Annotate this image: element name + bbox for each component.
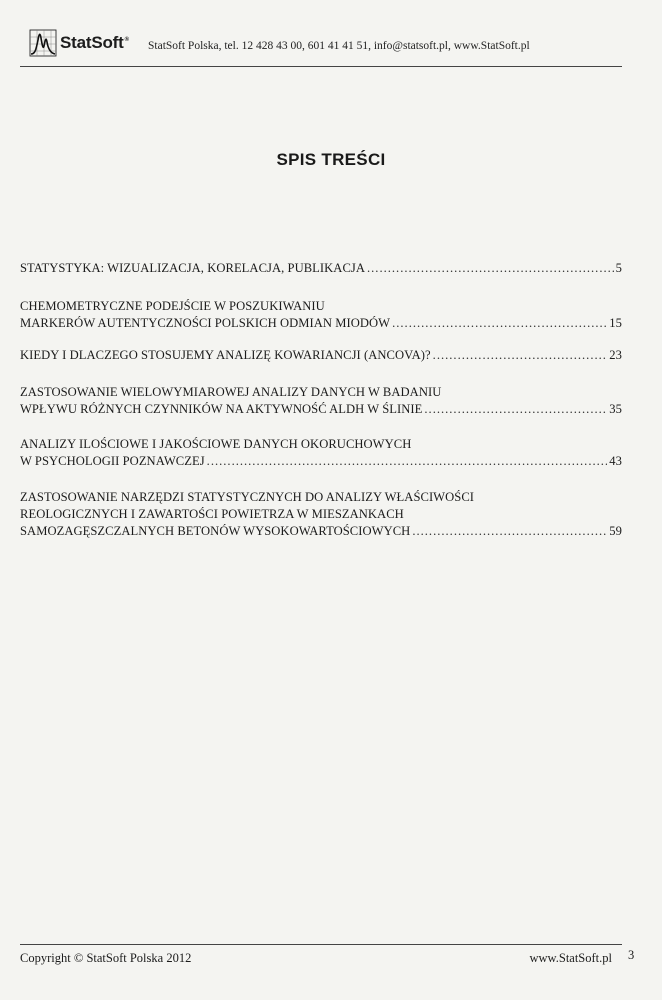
statsoft-chart-logo-icon	[28, 28, 58, 58]
page-number: 3	[628, 948, 635, 962]
toc-entry-title-line: KIEDY I DLACZEGO STOSUJEMY ANALIZĘ KOWARIANCJI (ANCOVA)?	[20, 348, 431, 362]
footer-website: www.StatSoft.pl	[529, 951, 612, 965]
toc-page-number: 5	[615, 261, 622, 275]
toc-leader-dots	[424, 401, 607, 418]
toc-page-number: 59	[609, 524, 622, 538]
toc-entry-title-line: ANALIZY ILOŚCIOWE I JAKOŚCIOWE DANYCH OKORUCHOWYCH	[20, 437, 412, 451]
header-divider	[20, 66, 622, 67]
statsoft-logo	[28, 26, 129, 60]
logo-text: StatSoft®	[60, 33, 129, 52]
toc-entry-title-line: MARKERÓW AUTENTYCZNOŚCI POLSKICH ODMIAN MIODÓW	[20, 316, 391, 330]
footer-copyright: Copyright © StatSoft Polska 2012	[20, 951, 192, 965]
toc-entry-6[interactable]	[20, 489, 622, 540]
toc-entry-title-line: WPŁYWU RÓŻNYCH CZYNNIKÓW NA AKTYWNOŚĆ ALDH W ŚLINIE	[20, 402, 423, 416]
toc-entry-3[interactable]	[20, 347, 622, 364]
toc-entry-1[interactable]	[20, 260, 622, 277]
toc-page-number: 43	[609, 454, 622, 468]
toc-entry-title-line: REOLOGICZNYCH I ZAWARTOŚCI POWIETRZA W MIESZANKACH	[20, 507, 404, 521]
toc-page-number: 15	[609, 316, 622, 330]
toc-page-number: 23	[609, 348, 622, 362]
toc-entry-5[interactable]	[20, 436, 622, 470]
toc-entry-title-line: W PSYCHOLOGII POZNAWCZEJ	[20, 454, 205, 468]
toc-page-number: 35	[609, 402, 622, 416]
toc-entry-title-line: ZASTOSOWANIE WIELOWYMIAROWEJ ANALIZY DANYCH W BADANIU	[20, 385, 442, 399]
toc-entry-last-line	[20, 315, 622, 332]
toc-entry-title-line: SAMOZAGĘSZCZALNYCH BETONÓW WYSOKOWARTOŚCIOWYCH	[20, 524, 411, 538]
toc-entry-title-line: ZASTOSOWANIE NARZĘDZI STATYSTYCZNYCH DO ANALIZY WŁAŚCIWOŚCI	[20, 490, 475, 504]
page-header	[20, 22, 622, 68]
toc-leader-dots	[367, 260, 614, 277]
toc-leader-dots	[207, 453, 608, 470]
toc-leader-dots	[433, 347, 608, 364]
page-title: SPIS TREŚCI	[276, 150, 386, 169]
toc-entry-last-line	[20, 523, 622, 540]
toc-entry-title-line: CHEMOMETRYCZNE PODEJŚCIE W POSZUKIWANIU	[20, 299, 325, 313]
toc-entry-last-line	[20, 347, 622, 364]
toc-leader-dots	[392, 315, 607, 332]
toc-entry-2[interactable]	[20, 298, 622, 332]
toc-entry-4[interactable]	[20, 384, 622, 418]
toc-entry-last-line	[20, 453, 622, 470]
toc-entry-last-line	[20, 401, 622, 418]
toc-entry-title-line: STATYSTYKA: WIZUALIZACJA, KORELACJA, PUBLIKACJA	[20, 261, 365, 275]
toc-entry-last-line	[20, 260, 622, 277]
footer-divider	[20, 944, 622, 945]
toc-leader-dots	[412, 523, 607, 540]
header-contact-info: StatSoft Polska, tel. 12 428 43 00, 601 41 41 51, info@statsoft.pl, www.StatSoft.pl	[148, 40, 530, 52]
